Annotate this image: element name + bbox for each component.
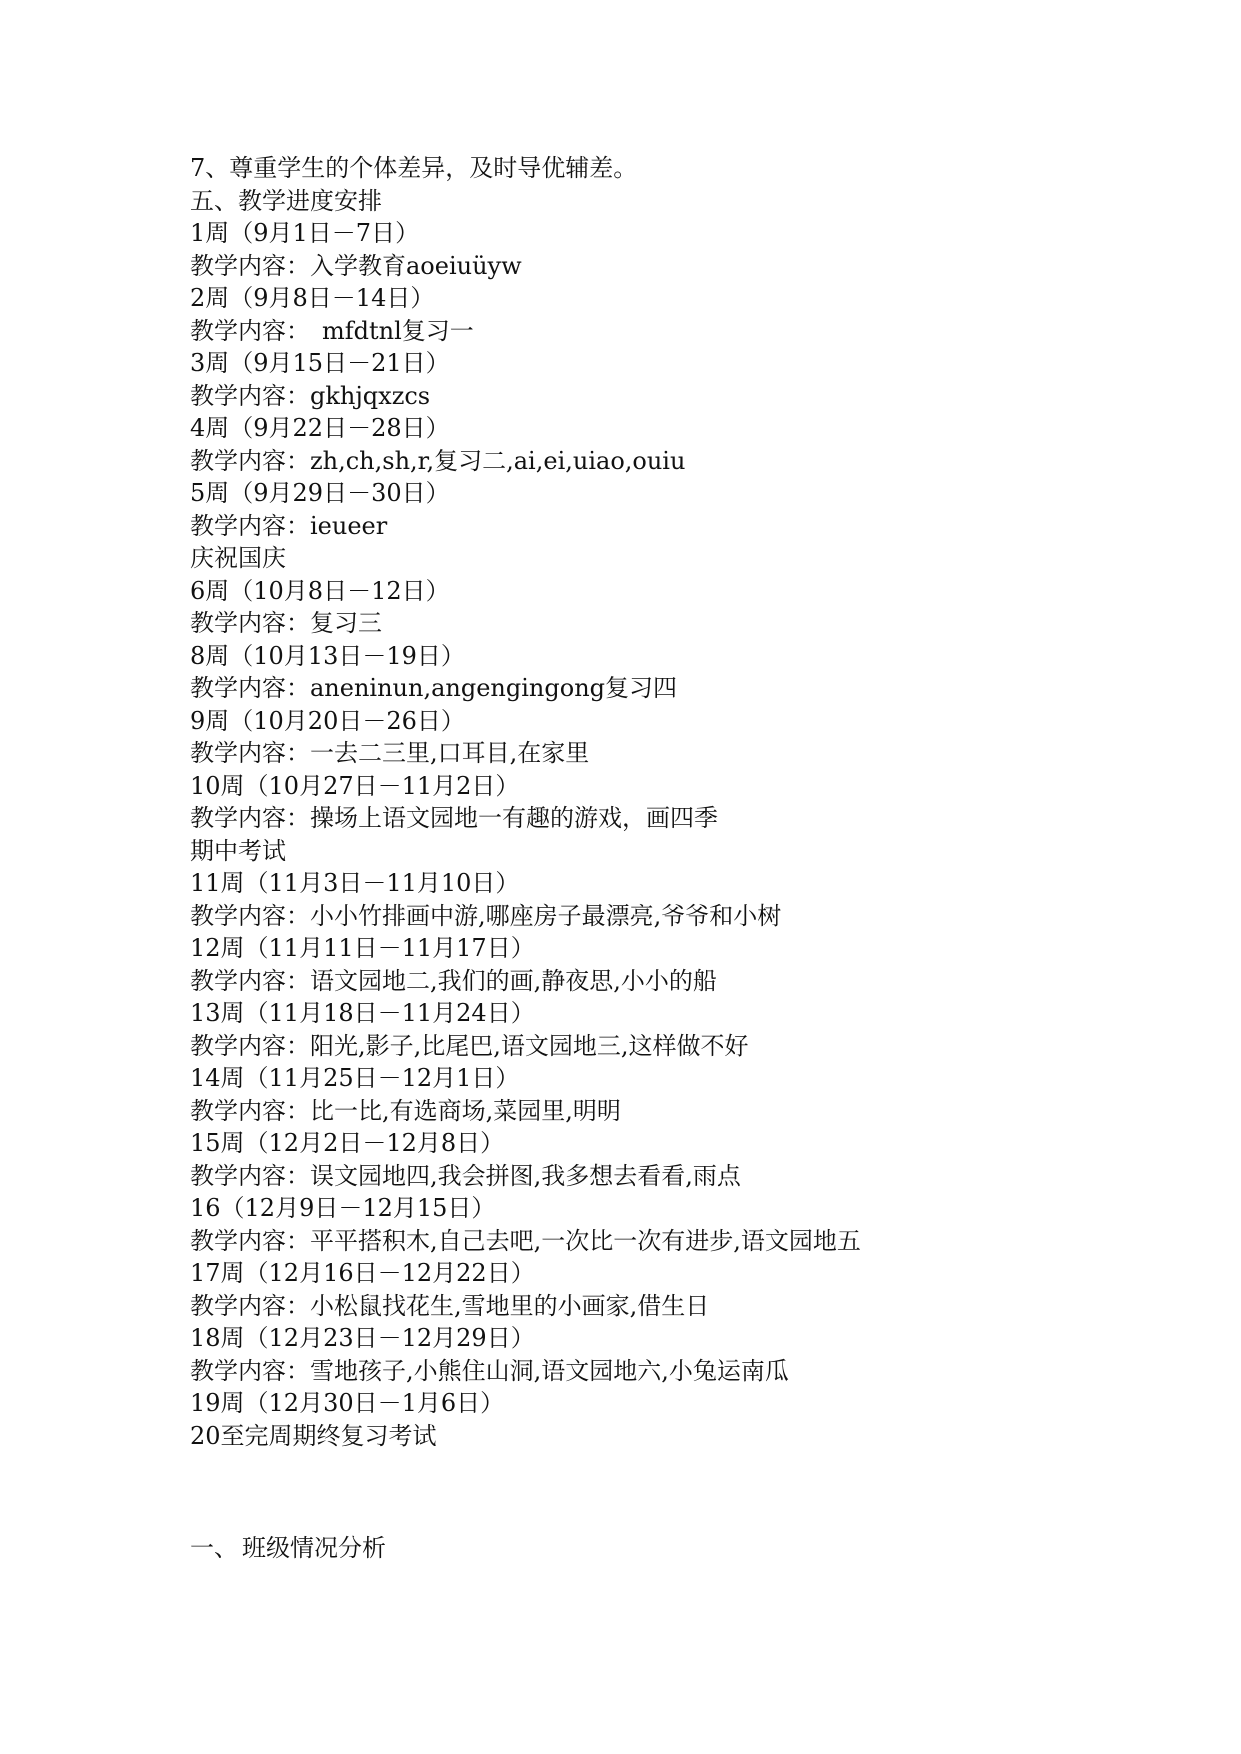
text-line: 17周（12月16日－12月22日） bbox=[190, 1259, 535, 1287]
text-line: 5周（9月29日－30日） bbox=[190, 479, 450, 507]
text-line: 14周（11月25日－12月1日） bbox=[190, 1064, 520, 1092]
text-line: 教学内容：aneninun,angengingong复习四 bbox=[190, 674, 678, 702]
text-line: 11周（11月3日－11月10日） bbox=[190, 869, 520, 897]
text-line: 教学内容：入学教育aoeiuüyw bbox=[190, 251, 522, 280]
text-line: 6周（10月8日－12日） bbox=[190, 576, 450, 605]
text-line: 教学内容：误文园地四,我会拼图,我多想去看看,雨点 bbox=[190, 1161, 741, 1190]
text-line: 15周（12月2日－12月8日） bbox=[190, 1129, 505, 1157]
text-line: 教学内容：操场上语文园地一有趣的游戏，画四季 bbox=[190, 804, 718, 832]
text-line: 教学内容：小松鼠找花生,雪地里的小画家,借生日 bbox=[190, 1291, 710, 1320]
text-line: 教学内容：比一比,有选商场,菜园里,明明 bbox=[190, 1096, 621, 1125]
text-line: 教学内容：雪地孩子,小熊住山洞,语文园地六,小兔运南瓜 bbox=[190, 1356, 789, 1385]
text-line: 教学内容：小小竹排画中游,哪座房子最漂亮,爷爷和小树 bbox=[190, 901, 782, 930]
text-line: 18周（12月23日－12月29日） bbox=[190, 1324, 535, 1352]
text-line: 教学内容：复习三 bbox=[190, 609, 382, 637]
text-line: 10周（10月27日－11月2日） bbox=[190, 771, 520, 800]
text-line: 庆祝国庆 bbox=[190, 544, 286, 572]
text-line: 教学内容：平平搭积木,自己去吧,一次比一次有进步,语文园地五 bbox=[190, 1226, 861, 1255]
text-line: 教学内容：语文园地二,我们的画,静夜思,小小的船 bbox=[190, 966, 717, 995]
section-title: 班级情况分析 bbox=[242, 1534, 386, 1562]
text-line: 教学内容：一去二三里,口耳目,在家里 bbox=[190, 739, 590, 767]
text-line: 16（12月9日－12月15日） bbox=[190, 1194, 496, 1222]
text-line: 教学内容：ieueer bbox=[190, 511, 388, 540]
text-line: 20至完周期终复习考试 bbox=[190, 1421, 437, 1450]
text-line: 教学内容：阳光,影子,比尾巴,语文园地三,这样做不好 bbox=[190, 1031, 749, 1060]
text-line: 19周（12月30日－1月6日） bbox=[190, 1389, 505, 1417]
text-line: 教学内容： mfdtnl复习一 bbox=[190, 316, 474, 345]
text-line: 9周（10月20日－26日） bbox=[190, 706, 465, 735]
text-line: 4周（9月22日－28日） bbox=[190, 414, 450, 442]
text-line: 五、教学进度安排 bbox=[190, 186, 382, 215]
text-line: 12周（11月11日－11月17日） bbox=[190, 934, 535, 962]
text-line: 1周（9月1日－7日） bbox=[190, 219, 420, 247]
text-line: 教学内容：zh,ch,sh,r,复习二,ai,ei,uiao,ouiu bbox=[190, 446, 686, 475]
text-line: 8周（10月13日－19日） bbox=[190, 641, 465, 670]
text-line: 教学内容：gkhjqxzcs bbox=[190, 381, 431, 410]
section-number: 一、 bbox=[190, 1534, 238, 1562]
text-line: 13周（11月18日－11月24日） bbox=[190, 999, 535, 1027]
text-line: 3周（9月15日－21日） bbox=[190, 349, 450, 377]
text-line: 期中考试 bbox=[190, 836, 286, 865]
text-line: 2周（9月8日－14日） bbox=[190, 284, 435, 312]
section-heading bbox=[190, 1532, 386, 1564]
document-body bbox=[190, 152, 1190, 1452]
text-line: 7、尊重学生的个体差异，及时导优辅差。 bbox=[190, 154, 638, 182]
